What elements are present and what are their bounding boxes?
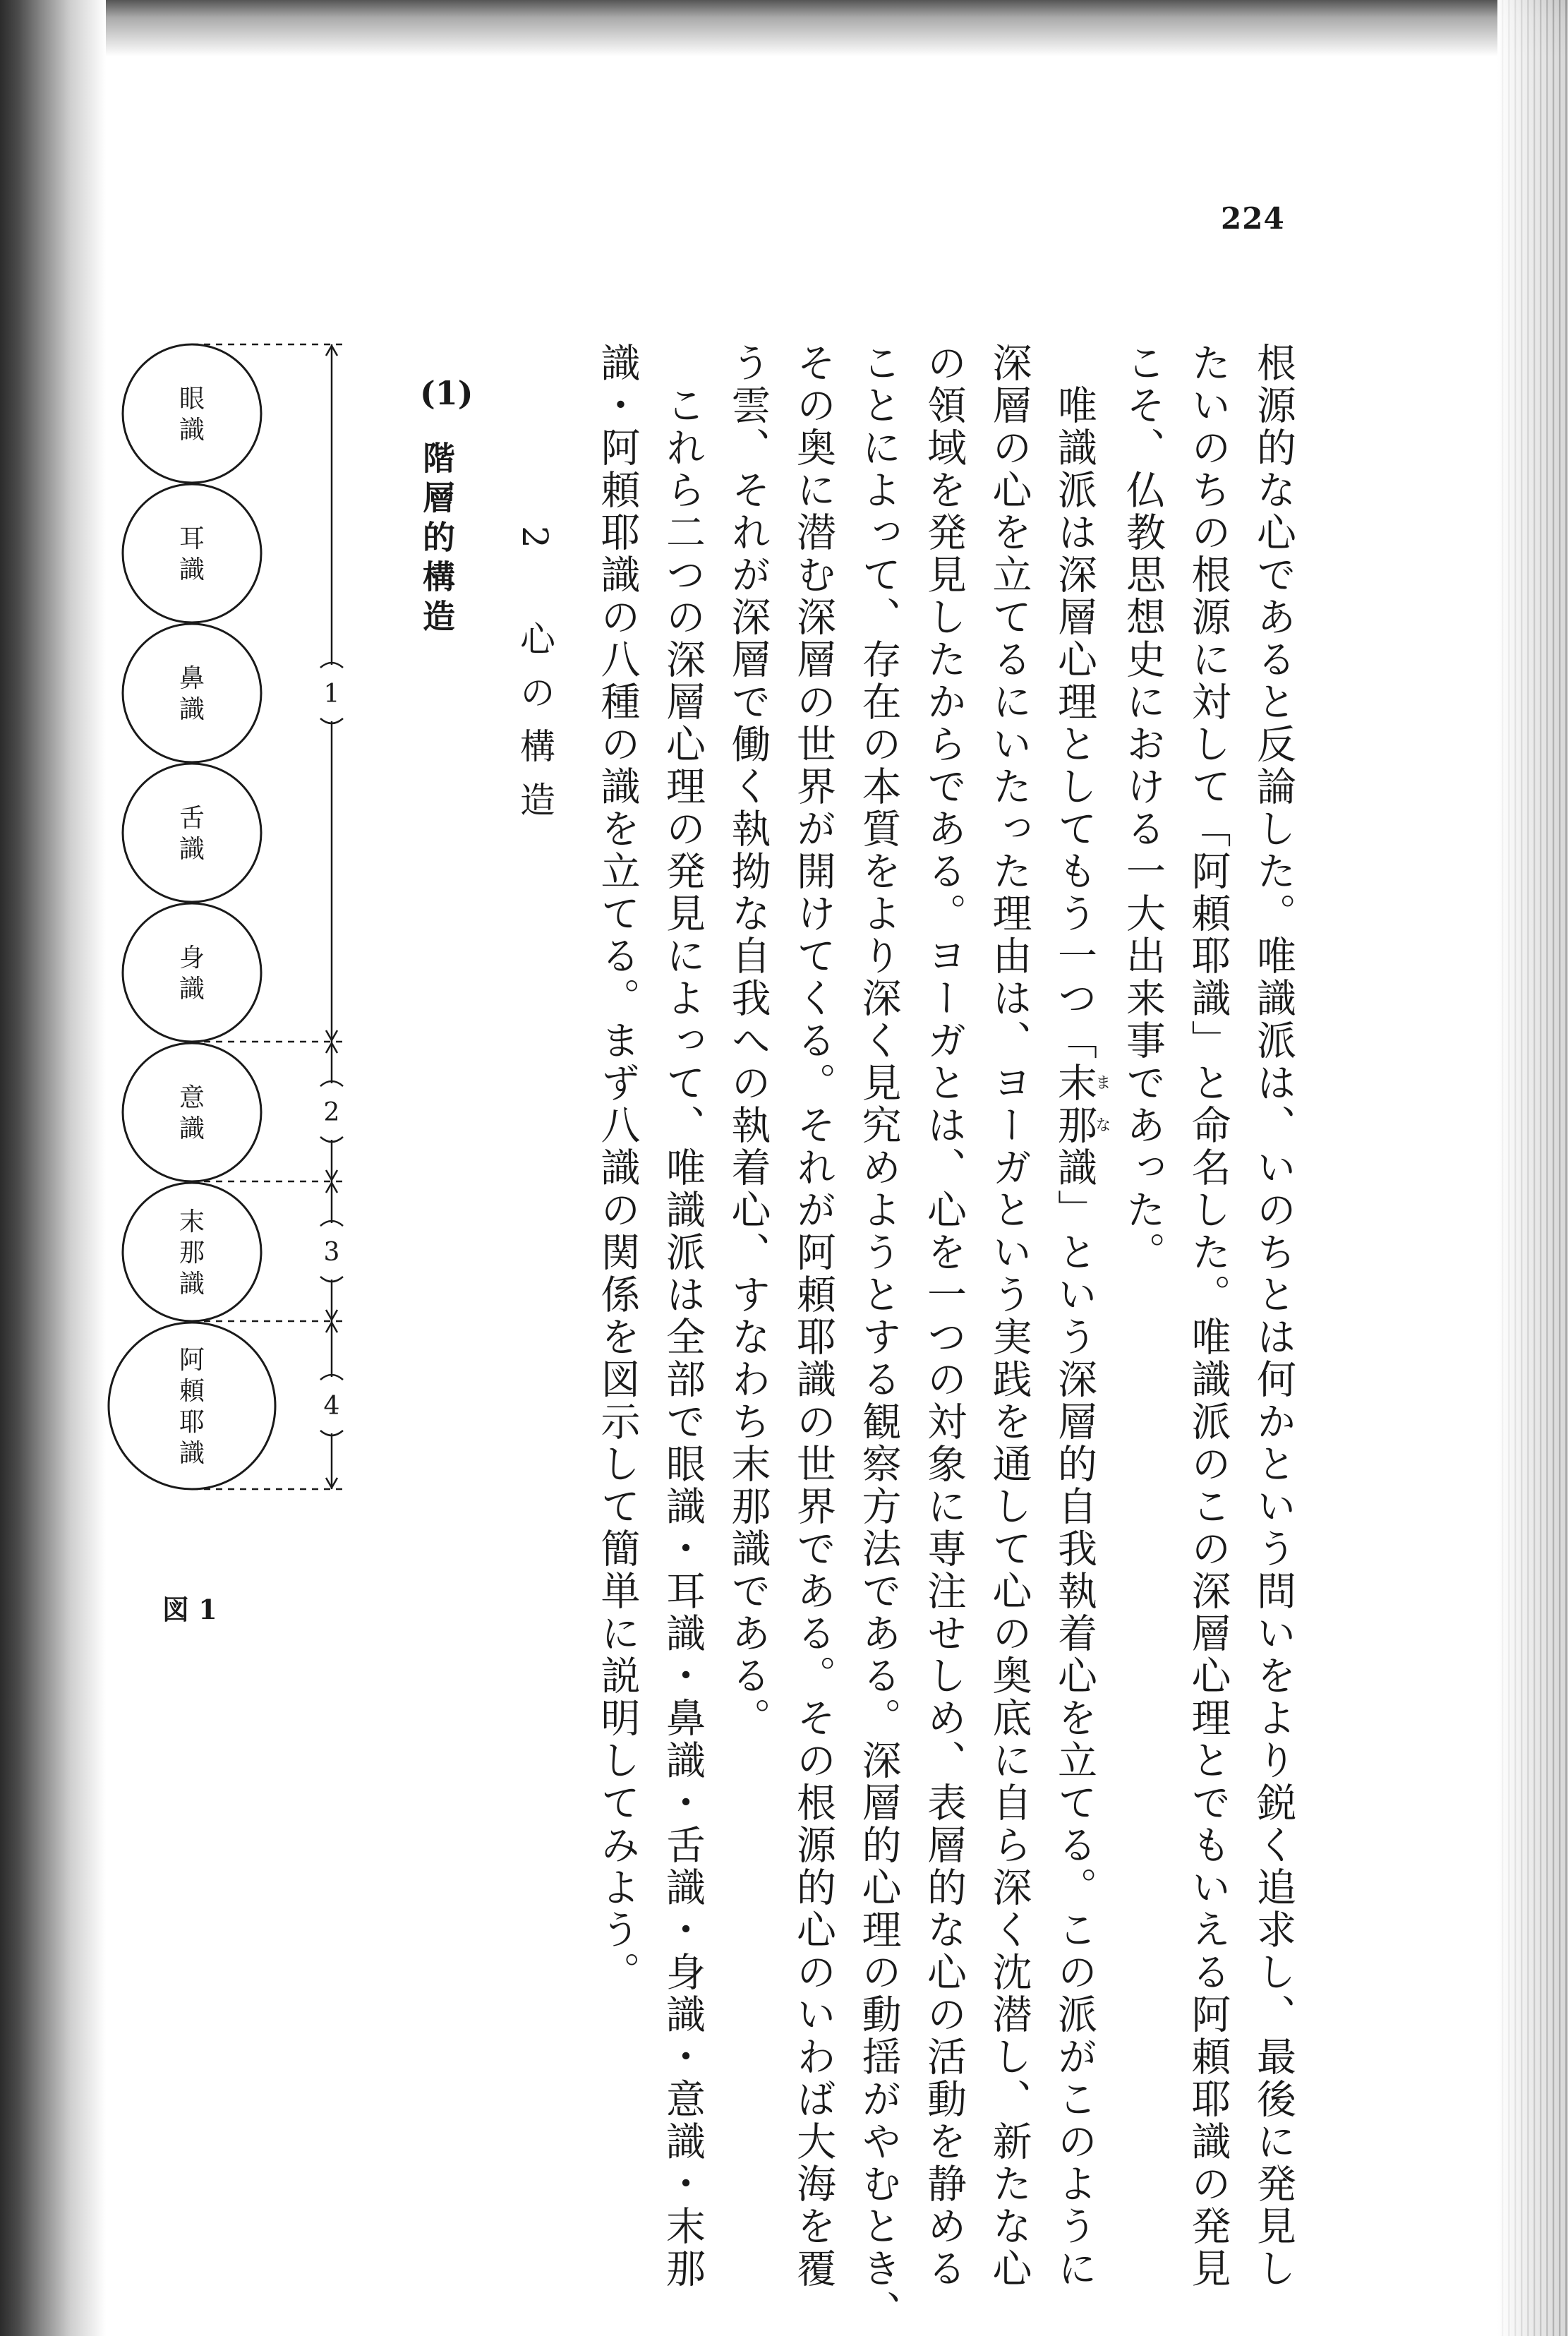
text-column: たいのちの根源に対して「阿頼耶識」と命名した。唯識派のこの深層心理とでもいえる阿頼耶識の発見 xyxy=(1185,342,1231,2290)
paren-top xyxy=(320,1221,343,1226)
consciousness-char: 識 xyxy=(179,975,205,1004)
paren-bottom xyxy=(320,1137,343,1142)
bracket-label: 3 xyxy=(323,1238,340,1267)
consciousness-char: 那 xyxy=(179,1239,205,1268)
consciousness-char: 眼 xyxy=(179,385,205,414)
text-column: その奥に潜む深層の世界が開けてくる。それが阿頼耶識の世界である。その根源的心のいわば大海を覆 xyxy=(790,342,836,2290)
consciousness-char: 識 xyxy=(179,555,205,584)
bracket-label: 4 xyxy=(323,1392,340,1421)
consciousness-char: 頼 xyxy=(179,1377,205,1406)
consciousness-circle xyxy=(123,344,261,483)
consciousness-circle xyxy=(123,764,261,902)
text-column: う雲、それが深層で働く執拗な自我への執着心、すなわち末那識である。 xyxy=(725,342,771,1740)
ruby-annotation: 末那まな xyxy=(1051,1062,1111,1147)
consciousness-char: 耳 xyxy=(179,524,205,553)
text-column: 深層の心を立てるにいたった理由は、ヨーガという実践を通して心の奥底に自ら深く沈潜し、新たな心 xyxy=(986,342,1032,2290)
consciousness-char: 識 xyxy=(179,695,205,724)
consciousness-circle xyxy=(123,484,261,622)
text-column: これら二つの深層心理の発見によって、唯識派は全部で眼識・耳識・鼻識・舌識・身識・意識・末那 xyxy=(660,342,706,2290)
consciousness-char: 身 xyxy=(179,944,205,973)
text-column: ことによって、存在の本質をより深く見究めようとする観察方法である。深層的心理の動揺がやむとき、 xyxy=(855,342,902,2332)
consciousness-char: 識 xyxy=(179,1270,205,1299)
text-column: 根源的な心であると反論した。唯識派は、いのちとは何かという問いをより鋭く追求し、最後に発見し xyxy=(1250,342,1296,2290)
consciousness-char: 阿 xyxy=(179,1346,205,1375)
consciousness-circle xyxy=(123,624,261,762)
figure-caption: 図 1 xyxy=(162,1594,217,1625)
text-column: 唯識派は深層心理としてもう一つ「末那まな識」という深層的自我執着心を立てる。この派がこのように xyxy=(1051,342,1111,2290)
bracket-label: 1 xyxy=(323,680,340,709)
paren-bottom xyxy=(320,1431,343,1435)
page-number: 224 xyxy=(1221,201,1285,236)
consciousness-char: 識 xyxy=(179,416,205,445)
ruby-reading: まな xyxy=(1093,1062,1111,1147)
subsection-label: (1) xyxy=(420,374,474,412)
consciousness-char: 舌 xyxy=(179,804,205,833)
section-heading: 2 心の構造 xyxy=(514,526,555,835)
paren-top xyxy=(320,1375,343,1380)
text-column: 識・阿頼耶識の八種の識を立てる。まず八識の関係を図示して簡単に説明してみよう。 xyxy=(594,342,641,1994)
consciousness-char: 鼻 xyxy=(179,664,205,693)
consciousness-char: 耶 xyxy=(179,1408,205,1437)
subsection-title: 階層的構造 xyxy=(418,441,456,639)
consciousness-char: 識 xyxy=(179,1114,205,1143)
paren-bottom xyxy=(320,718,343,723)
text-column: の領域を発見したからである。ヨーガとは、心を一つの対象に専注せしめ、表層的な心の活動を静める xyxy=(921,342,967,2290)
paren-bottom xyxy=(320,1277,343,1282)
consciousness-char: 識 xyxy=(179,835,205,864)
text-column: こそ、仏教思想史における一大出来事であった。 xyxy=(1120,342,1166,1274)
bracket-label: 2 xyxy=(323,1098,340,1127)
consciousness-char: 末 xyxy=(179,1208,205,1236)
consciousness-circle xyxy=(123,1043,261,1181)
consciousness-circle xyxy=(123,903,261,1042)
consciousness-char: 識 xyxy=(179,1439,205,1468)
paren-top xyxy=(320,663,343,668)
paren-top xyxy=(320,1081,343,1086)
consciousness-char: 意 xyxy=(179,1083,205,1112)
